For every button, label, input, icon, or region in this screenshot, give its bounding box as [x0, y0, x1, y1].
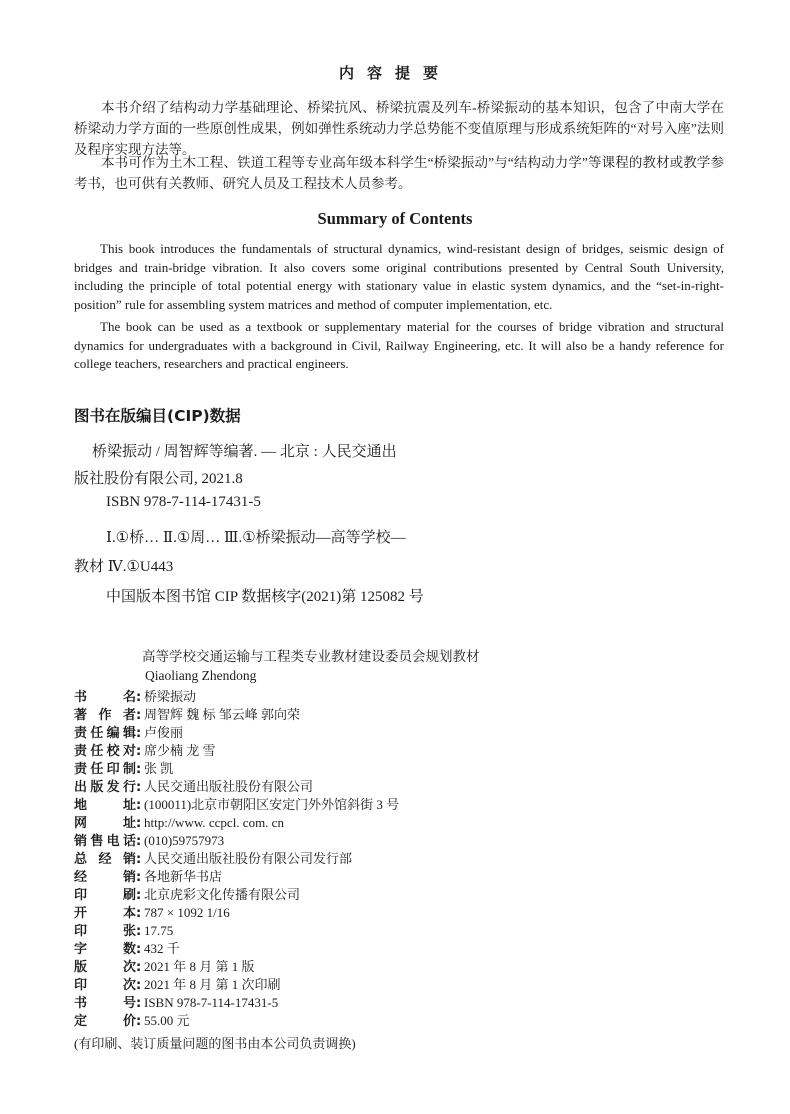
info-row: 版次: 2021 年 8 月 第 1 版	[74, 959, 255, 975]
summary-en-paragraph-1: This book introduces the fundamentals of structural dynamics, wind-resistant design of bridges, seismic design of bridges and train-bridge vibration. It also covers some original contributions presented by Central South University, including the principle of total potential energy with stationary value in elastic system dynamics, and the “set-in-right-position” rule for assembling system matrices and method of computer implementation, etc.	[74, 241, 724, 312]
info-value: http://www. ccpcl. com. cn	[144, 815, 284, 830]
info-value: 2021 年 8 月 第 1 版	[144, 959, 255, 974]
cip-line-6: 中国版本图书馆 CIP 数据核字(2021)第 125082 号	[106, 589, 424, 605]
info-row: 著作者: 周智辉 魏 标 邹云峰 郭向荣	[74, 707, 301, 723]
info-label: 字数	[74, 942, 136, 957]
info-label: 版次	[74, 960, 136, 975]
info-row: 出版发行: 人民交通出版社股份有限公司	[74, 779, 314, 795]
info-label: 出版发行	[74, 780, 136, 795]
info-value: 17.75	[144, 923, 174, 938]
info-value: 北京虎彩文化传播有限公司	[144, 887, 301, 902]
info-label: 网址	[74, 816, 136, 831]
info-value: 432 千	[144, 941, 180, 956]
info-row: 地址: (100011)北京市朝阳区安定门外外馆斜街 3 号	[74, 797, 400, 813]
info-value: (100011)北京市朝阳区安定门外外馆斜街 3 号	[144, 797, 400, 812]
cip-line-2: 版社股份有限公司, 2021.8	[74, 471, 243, 487]
info-label: 责任编辑	[74, 726, 136, 741]
info-label: 定价	[74, 1014, 136, 1029]
info-row: 书号: ISBN 978-7-114-17431-5	[74, 995, 279, 1011]
cip-line-5: 教材 Ⅳ.①U443	[74, 559, 174, 575]
info-value: 2021 年 8 月 第 1 次印刷	[144, 977, 281, 992]
info-value: ISBN 978-7-114-17431-5	[144, 995, 279, 1010]
pinyin-title: Qiaoliang Zhendong	[145, 668, 257, 683]
info-label: 总经销	[74, 852, 136, 867]
info-row: 印张: 17.75	[74, 923, 174, 939]
info-row: 开本: 787 × 1092 1/16	[74, 905, 230, 921]
info-row: 总经销: 人民交通出版社股份有限公司发行部	[74, 851, 353, 867]
info-row: 印刷: 北京虎彩文化传播有限公司	[74, 887, 301, 903]
info-label: 经销	[74, 870, 136, 885]
info-row: 书名: 桥梁振动	[74, 689, 197, 705]
info-label: 印刷	[74, 888, 136, 903]
summary-en-title: Summary of Contents	[317, 209, 473, 228]
info-label: 责任印制	[74, 762, 136, 777]
info-value: 55.00 元	[144, 1013, 190, 1028]
info-row: 经销: 各地新华书店	[74, 869, 223, 885]
info-label: 销售电话	[74, 834, 136, 849]
info-label: 地址	[74, 798, 136, 813]
info-row: 字数: 432 千	[74, 941, 180, 957]
info-row: 定价: 55.00 元	[74, 1013, 190, 1029]
info-row: 网址: http://www. ccpcl. com. cn	[74, 815, 284, 831]
info-label: 书名	[74, 690, 136, 705]
info-value: 各地新华书店	[144, 869, 223, 884]
info-value: 张 凯	[144, 761, 174, 776]
series-title: 高等学校交通运输与工程类专业教材建设委员会规划教材	[142, 649, 480, 664]
info-value: 787 × 1092 1/16	[144, 905, 230, 920]
info-value: 人民交通出版社股份有限公司发行部	[144, 851, 353, 866]
info-row: 责任印制: 张 凯	[74, 761, 174, 777]
info-label: 责任校对	[74, 744, 136, 759]
summary-zh-title: 内容提要	[338, 64, 451, 82]
info-row: 印次: 2021 年 8 月 第 1 次印刷	[74, 977, 281, 993]
cip-line-3: ISBN 978-7-114-17431-5	[106, 494, 261, 510]
info-value: 周智辉 魏 标 邹云峰 郭向荣	[144, 707, 301, 722]
summary-zh-paragraph-1: 本书介绍了结构动力学基础理论、桥梁抗风、桥梁抗震及列车-桥梁振动的基本知识，包含了中南大学在桥梁动力学方面的一些原创性成果，例如弹性系统动力学总势能不变值原理与形成系统矩阵的“对号入座”法则及程序实现方法等。	[74, 100, 724, 157]
info-label: 印张	[74, 924, 136, 939]
info-row: 责任编辑: 卢俊丽	[74, 725, 184, 741]
info-row: 责任校对: 席少楠 龙 雪	[74, 743, 216, 759]
cip-line-1: 桥梁振动 / 周智辉等编著. — 北京 : 人民交通出	[92, 444, 397, 460]
info-value: 卢俊丽	[144, 725, 184, 740]
cip-line-4: Ⅰ.①桥… Ⅱ.①周… Ⅲ.①桥梁振动—高等学校—	[106, 530, 406, 546]
info-value: 人民交通出版社股份有限公司	[144, 779, 314, 794]
info-label: 开本	[74, 906, 136, 921]
summary-en-paragraph-2: The book can be used as a textbook or supplementary material for the courses of bridge vibration and structural dynamics for undergraduates with a background in Civil, Railway Engineering, etc. It will also be a handy reference for college teachers, researchers and practical engineers.	[74, 319, 724, 372]
footnote: (有印刷、装订质量问题的图书由本公司负责调换)	[74, 1036, 356, 1051]
info-row: 销售电话: (010)59757973	[74, 833, 225, 849]
cip-heading: 图书在版编目(CIP)数据	[74, 407, 241, 425]
info-label: 书号	[74, 996, 136, 1011]
info-label: 印次	[74, 978, 136, 993]
info-label: 著作者	[74, 708, 136, 723]
info-value: (010)59757973	[144, 833, 225, 848]
info-value: 桥梁振动	[144, 689, 197, 704]
summary-zh-paragraph-2: 本书可作为土木工程、铁道工程等专业高年级本科学生“桥梁振动”与“结构动力学”等课程的教材或教学参考书，也可供有关教师、研究人员及工程技术人员参考。	[74, 155, 724, 191]
info-value: 席少楠 龙 雪	[144, 743, 216, 758]
